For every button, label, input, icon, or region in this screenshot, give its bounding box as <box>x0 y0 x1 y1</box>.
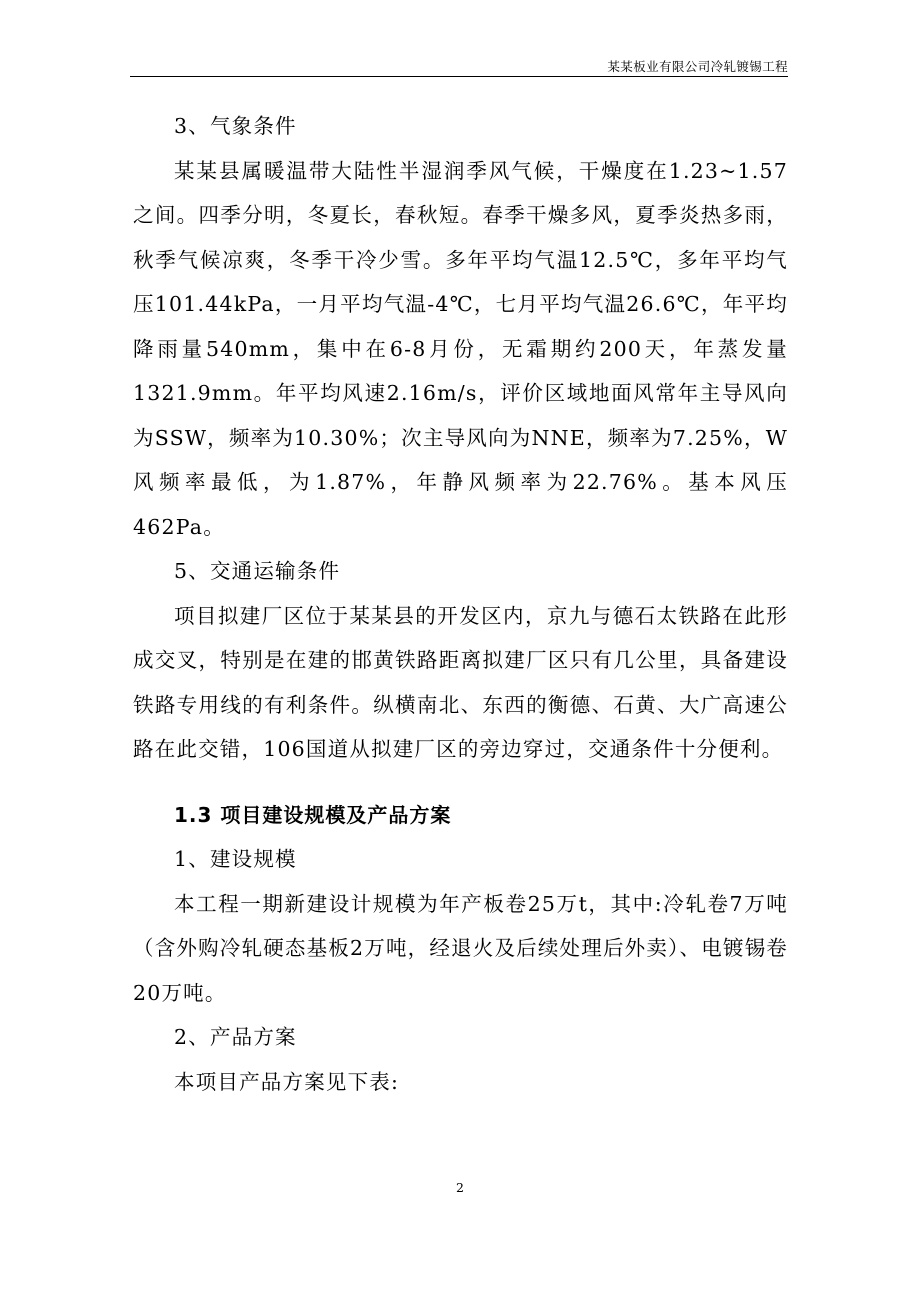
scale-heading: 1、建设规模 <box>174 847 297 871</box>
header-title: 某某板业有限公司冷轧镀锡工程 <box>607 59 788 74</box>
section-heading: 1.3 项目建设规模及产品方案 <box>174 802 452 827</box>
document-body <box>133 104 788 1104</box>
product-heading: 2、产品方案 <box>174 1025 297 1049</box>
page-header <box>130 52 788 77</box>
product-paragraph: 本项目产品方案见下表: <box>174 1069 400 1094</box>
weather-heading: 3、气象条件 <box>174 114 297 138</box>
page-number: 2 <box>456 1180 464 1195</box>
transport-heading: 5、交通运输条件 <box>174 559 341 583</box>
scale-paragraph: 本工程一期新建设计规模为年产板卷25万t，其中:冷轧卷7万吨（含外购冷轧硬态基板2万吨，经退火及后续处理后外卖）、电镀锡卷20万吨。 <box>133 891 788 1005</box>
weather-paragraph: 某某县属暖温带大陆性半湿润季风气候，干燥度在1.23~1.57之间。四季分明，冬夏长，春秋短。春季干燥多风，夏季炎热多雨，秋季气候凉爽，冬季干冷少雪。多年平均气温12.5℃，多年平均气压101.44kPa，一月平均气温-4℃，七月平均气温26.6℃，年平均降雨量540mm，集中在6-8月份，无霜期约200天，年蒸发量1321.9mm。年平均风速2.16m/s，评价区域地面风常年主导风向为SSW，频率为10.30%；次主导风向为NNE，频率为7.25%，W风频率最低，为1.87%，年静风频率为22.76%。基本风压462Pa。 <box>133 158 788 539</box>
transport-paragraph: 项目拟建厂区位于某某县的开发区内，京九与德石太铁路在此形成交叉，特别是在建的邯黄铁路距离拟建厂区只有几公里，具备建设铁路专用线的有利条件。纵横南北、东西的衡德、石黄、大广高速公路在此交错，106国道从拟建厂区的旁边穿过，交通条件十分便利。 <box>133 603 788 761</box>
